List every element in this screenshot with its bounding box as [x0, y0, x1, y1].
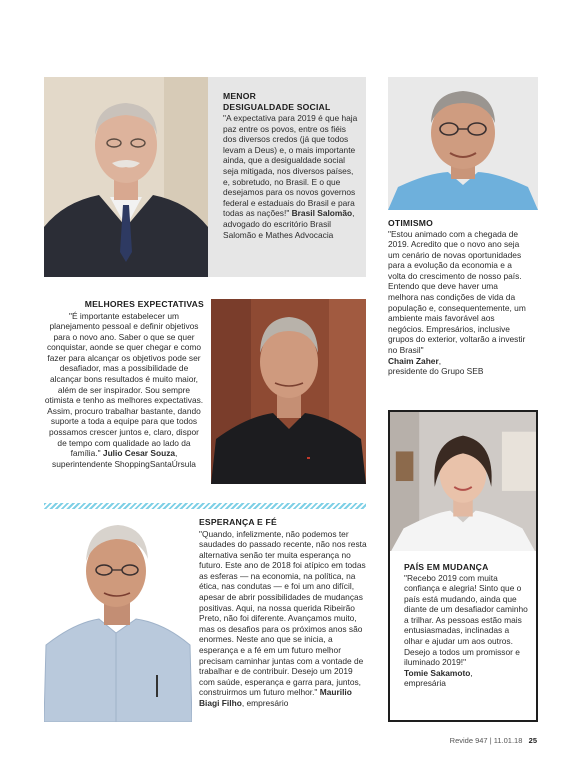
- expectativas-heading: MELHORES EXPECTATIVAS: [84, 299, 204, 309]
- mudanca-author-role: empresária: [404, 678, 446, 689]
- desigualdade-quote-text: "A expectativa para 2019 é que haja paz entre os povos, entre os fiéis dos diversos credos (já que todos levam a Deus) e, o mais importante ainda, que a desigualdade social seja mitigada, nos diversos países, e, sobretudo, no Brasil. E o que desejamos para os novos governos federal e estaduais do Brasil e para todas as nações!": [223, 113, 358, 219]
- footer-date: 11.01.18: [493, 736, 523, 745]
- expectativas-author-role: , superintendente ShoppingSantaÚrsula: [52, 448, 196, 469]
- mudanca-author: Tomie Sakamoto: [404, 667, 471, 678]
- esperanca-heading: ESPERANÇA E FÉ: [199, 517, 277, 527]
- footer-magazine: Revide 947: [449, 736, 488, 745]
- otimismo-quote: "Estou animado com a chegada de 2019. Acredito que o novo ano seja um cenário de novas oportunidades para a evolução da economia e a volta do crescimento de nosso país. Entendo que deve haver uma melhora nas condições de vida da população e, consequentemente, um ambiente mais favorável aos negócios. Empresários, inclusive grupos do exterior, voltarão a investir no Brasil": [388, 228, 526, 356]
- expectativas-quote-text: "É importante estabelecer um planejamento pessoal e definir objetivos para o novo ano. Saber o que se quer conquistar, aonde se quer chegar e como fazer para alcançar os objetivos pode ser desafiador, mas a possibilidade de alcançar bons resultados é muito maior, além de ser inspirador. Sou sempre otimista e tenho as melhores expectativas. Assim, procuro trabalhar bastante, dando suporte a toda a equipe para que todos possamos crescer juntos e, claro, dispor de tempo com qualidade ao lado da família.": [44, 310, 204, 459]
- desigualdade-author: Brasil Salomão: [291, 208, 353, 219]
- photo-tomie-sakamoto: [388, 410, 538, 553]
- page-footer: [450, 736, 537, 745]
- esperanca-text: [199, 517, 367, 709]
- desigualdade-heading-2: DESIGUALDADE SOCIAL: [223, 101, 331, 112]
- esperanca-quote-text: "Quando, infelizmente, não podemos ter saudades do passado recente, não nos resta alternativa senão ter muita esperança no futuro. Este ano de 2018 foi atípico em todas as esferas — na economia, na política, na ética, nas condutas — e foi um ano difícil, apesar de abrir possibilidades de mudanças positivas. Aqui, na nossa querida Ribeirão Preto, não foi diferente. Avançamos muito, mas os desafios para os próximos anos são enormes. Neste ano que se inicia, a esperança e a fé em um futuro melhor precisam caminhar juntas com a vontade de trabalhar e de contribuir. Desejo um 2019 com saúde, esperança e garra para, juntos, construirmos um futuro melhor.": [199, 528, 367, 698]
- otimismo-author-role: presidente do Grupo SEB: [388, 366, 484, 377]
- mudanca-author-sep: ,: [470, 667, 473, 678]
- desigualdade-text: [223, 91, 361, 240]
- desigualdade-heading-1: MENOR: [223, 91, 256, 101]
- footer-sep: |: [489, 736, 494, 745]
- mudanca-heading: PAÍS EM MUDANÇA: [404, 562, 489, 572]
- mudanca-text: [404, 562, 528, 689]
- otimismo-author: Chaim Zaher: [388, 355, 439, 366]
- otimismo-text: [388, 218, 528, 377]
- mudanca-box: [388, 551, 538, 722]
- page-number: 25: [528, 736, 537, 745]
- expectativas-quote: [44, 311, 204, 470]
- desigualdade-author-role: , advogado do escritório Brasil Salomão e Mathes Advocacia: [223, 208, 355, 240]
- photo-maurilio-biagi-filho: [44, 515, 192, 722]
- esperanca-quote: [199, 529, 367, 709]
- photo-brasil-salomao: [44, 77, 208, 277]
- otimismo-author-block: [388, 356, 528, 377]
- mudanca-author-block: [404, 668, 528, 689]
- mudanca-quote: "Recebo 2019 com muita confiança e alegria! Sinto que o país está mudando, ainda que diante de um desafiador caminho a trilhar. As pessoas estão mais entusiasmadas, inclinadas a olhar e ajudar um aos outros. Desejo a todos um promissor e iluminado 2019!": [404, 572, 528, 668]
- esperanca-author-role: , empresário: [241, 698, 289, 708]
- otimismo-heading: OTIMISMO: [388, 218, 434, 228]
- photo-chaim-zaher: [388, 77, 538, 210]
- expectativas-text: [44, 299, 204, 469]
- photo-julio-cesar-souza: [211, 299, 366, 484]
- desigualdade-quote: [223, 113, 361, 240]
- esperanca-author: Maurilio Biagi Filho: [199, 687, 352, 708]
- otimismo-author-sep: ,: [438, 355, 442, 366]
- section-divider-stripe: [44, 503, 366, 509]
- expectativas-author: Julio Cesar Souza: [102, 448, 176, 459]
